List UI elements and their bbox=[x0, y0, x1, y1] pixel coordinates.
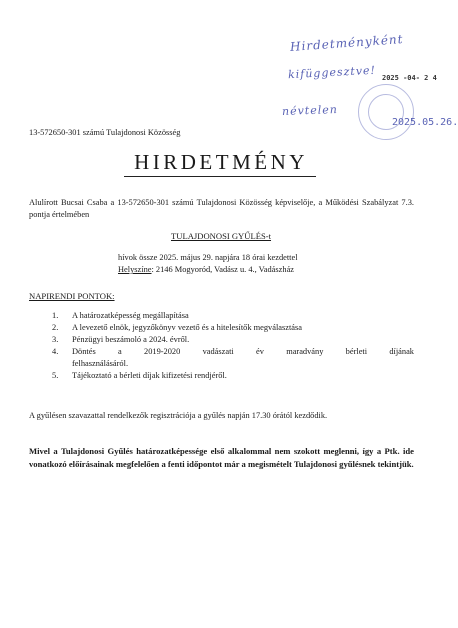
handwritten-note-1: Hirdetményként bbox=[289, 32, 404, 54]
list-item bbox=[52, 310, 414, 322]
final-notice-text: Mivel a Tulajdonosi Gyűlés határozatképessége első alkalommal nem szokott meglenni, így a Ptk. ide vonatkozó előírásainak megfelelően a fenti időpontot már a megismételt Tulajdonosi gyűlésnek tekintjük. bbox=[29, 446, 414, 469]
registration-text: A gyűlésen szavazattal rendelkezők regisztrációja a gyűlés napján 17.30 órától kezdődik. bbox=[29, 411, 328, 420]
community-name: 13-572650-301 számú Tulajdonosi Közösség bbox=[29, 128, 181, 137]
agenda-title: NAPIRENDI PONTOK: bbox=[29, 291, 115, 301]
intro-text: Alulírott Bucsai Csaba a 13-572650-301 számú Tulajdonosi Közösség képviselője, a Működési Szabályzat 7.3. pontja értelmében bbox=[29, 198, 414, 219]
final-notice bbox=[29, 445, 414, 470]
list-item bbox=[52, 334, 414, 346]
handwritten-date: 2025.05.26. bbox=[392, 117, 458, 128]
agenda-item-number: 5. bbox=[52, 371, 59, 380]
list-item bbox=[52, 322, 414, 334]
agenda-item-number: 4. bbox=[52, 347, 59, 356]
agenda-item-number: 3. bbox=[52, 335, 59, 344]
intro-paragraph bbox=[29, 197, 414, 221]
received-stamp bbox=[242, 14, 458, 134]
stamp-received-date: 2025 -04- 2 4 bbox=[382, 74, 437, 82]
list-item bbox=[52, 346, 414, 370]
seal-stamp bbox=[358, 84, 414, 140]
handwritten-note-2: kifüggesztve! bbox=[287, 63, 377, 82]
page-title: HIRDETMÉNY bbox=[134, 150, 308, 174]
agenda-item-number: 1. bbox=[52, 311, 59, 320]
convene-line: hívok össze 2025. május 29. napjára 18 órai kezdettel bbox=[118, 253, 298, 262]
location-line bbox=[118, 264, 294, 275]
title-underline bbox=[124, 176, 316, 177]
agenda-item-text: Tájékoztató a bérleti díjak kifizetési rendjéről. bbox=[72, 371, 227, 380]
registration-paragraph bbox=[29, 410, 414, 422]
agenda-list bbox=[52, 310, 414, 382]
agenda-item-number: 2. bbox=[52, 323, 59, 332]
agenda-item-text: Pénzügyi beszámoló a 2024. évről. bbox=[72, 335, 190, 344]
meeting-heading: TULAJDONOSI GYŰLÉS-t bbox=[170, 231, 272, 241]
list-item bbox=[52, 370, 414, 382]
location-value: : 2146 Mogyoród, Vadász u. 4., Vadászház bbox=[151, 265, 295, 274]
handwritten-note-3: névtelen bbox=[281, 103, 339, 118]
agenda-item-text: A levezető elnök, jegyzőkönyv vezető és a hitelesítők megválasztása bbox=[72, 323, 302, 332]
agenda-item-text: A határozatképesség megállapítása bbox=[72, 311, 189, 320]
agenda-item-continuation: felhasználásáról. bbox=[72, 359, 129, 368]
location-label: Helyszíne bbox=[118, 265, 152, 274]
agenda-item-text: Döntés a 2019-2020 vadászati év maradvány bérleti díjának bbox=[72, 347, 414, 356]
